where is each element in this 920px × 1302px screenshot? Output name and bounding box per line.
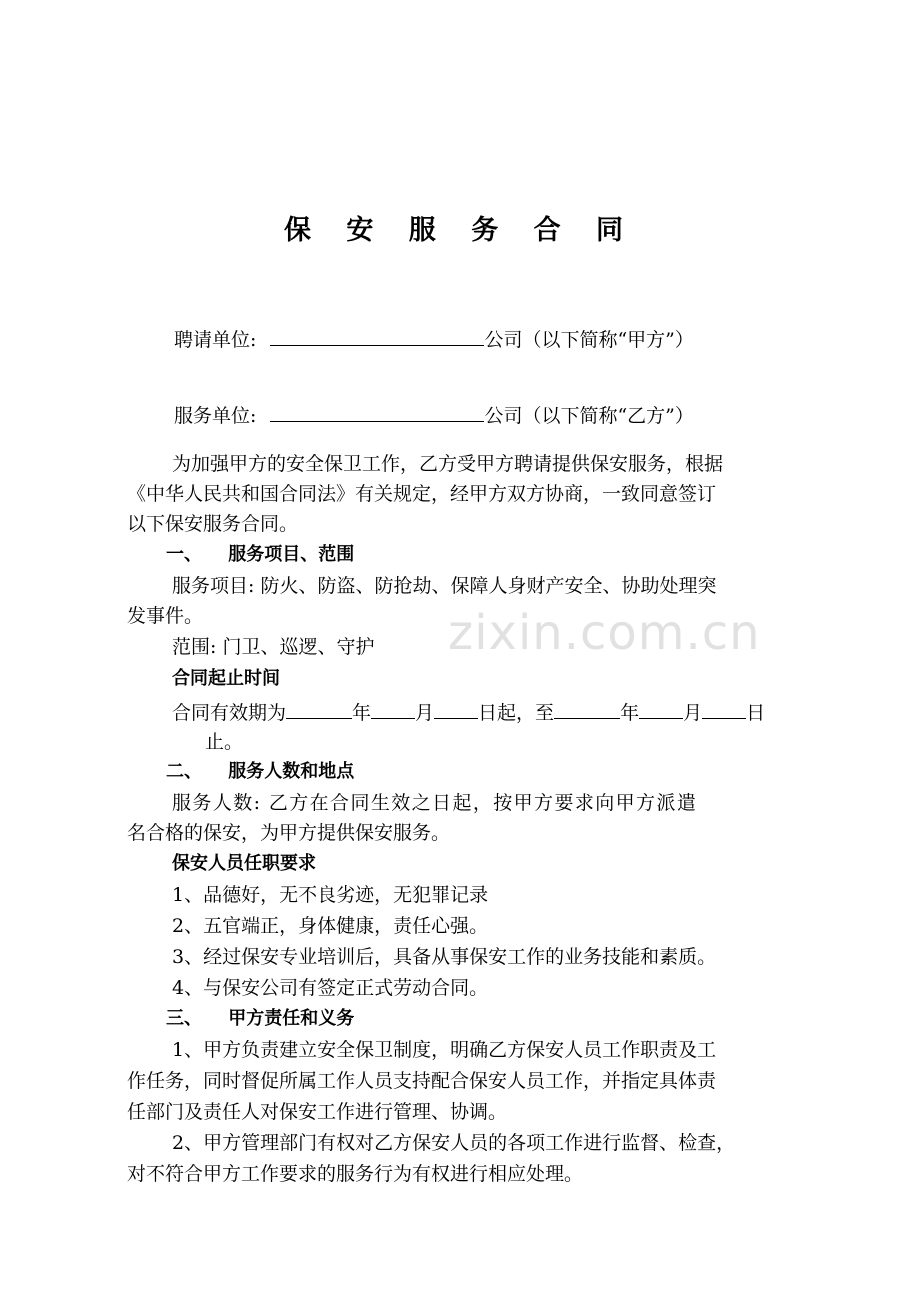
requirement-3: 3、经过保安专业培训后，具备从事保安工作的业务技能和素质。 [172,946,717,968]
service-scope: 范围: 门卫、巡逻、守护 [172,636,375,658]
section-1-number: 一、 [166,544,202,565]
term-month-label: 月 [415,702,435,724]
requirements-heading: 保安人员任职要求 [172,853,316,874]
term-day-from: 日起，至 [478,702,555,724]
party-b-suffix: 公司（以下简称“乙方”） [484,405,694,427]
section-1-heading [166,540,354,570]
section-3-number: 三、 [166,1008,202,1029]
term-month2-label: 月 [683,702,703,724]
duty-2-line-1: 2、甲方管理部门有权对乙方保安人员的各项工作进行监督、检查， [172,1132,736,1154]
term-end-year-blank [554,696,620,719]
party-b-line [174,399,694,431]
party-a-suffix: 公司（以下简称“甲方”） [484,329,694,351]
section-3-heading [166,1004,354,1034]
section-2-number: 二、 [166,761,202,782]
party-a-line [174,323,694,355]
section-3-title: 甲方责任和义务 [228,1008,355,1029]
watermark-text: zixin.com.cn [448,605,761,661]
party-b-label: 服务单位: [174,405,257,427]
requirement-4: 4、与保安公司有签定正式劳动合同。 [172,977,489,999]
term-prefix: 合同有效期为 [172,702,287,724]
section-2-title: 服务人数和地点 [228,761,355,782]
party-a-label: 聘请单位: [174,329,257,351]
term-end-day-blank [702,696,746,719]
staff-count-line-2: 名合格的保安，为甲方提供保安服务。 [127,822,451,844]
term-day-end: 日 [746,702,766,724]
term-end-month-blank [639,696,683,719]
term-heading: 合同起止时间 [172,668,280,689]
duty-2-line-2: 对不符合甲方工作要求的服务行为有权进行相应处理。 [127,1163,584,1185]
intro-line-1: 为加强甲方的安全保卫工作，乙方受甲方聘请提供保安服务，根据 [172,453,724,475]
duty-1-line-3: 任部门及责任人对保安工作进行管理、协调。 [127,1101,508,1123]
document-title: 保 安 服 务 合 同 [284,215,636,246]
term-year-label: 年 [352,702,372,724]
term-start-year-blank [286,696,352,719]
intro-line-3: 以下保安服务合同。 [127,513,299,535]
party-a-blank [270,323,484,346]
service-items-line-2: 发事件。 [127,605,204,627]
requirement-2: 2、五官端正，身体健康，责任心强。 [172,915,489,937]
staff-count-line-1: 服务人数: 乙方在合同生效之日起，按甲方要求向甲方派遣 [172,792,698,814]
intro-line-2: 《中华人民共和国合同法》有关规定，经甲方双方协商，一致同意签订 [127,483,717,505]
section-2-heading [166,757,354,787]
duty-1-line-1: 1、甲方负责建立安全保卫制度，明确乙方保安人员工作职责及工 [172,1039,717,1061]
term-start-month-blank [371,696,415,719]
duty-1-line-2: 作任务，同时督促所属工作人员支持配合保安人员工作，并指定具体责 [127,1070,717,1092]
section-1-title: 服务项目、范围 [228,544,355,565]
requirement-1: 1、品德好，无不良劣迹，无犯罪记录 [172,884,489,906]
term-line [172,696,765,728]
term-year2-label: 年 [620,702,640,724]
service-items-line-1: 服务项目: 防火、防盗、防抢劫、保障人身财产安全、协助处理突 [172,575,717,597]
term-start-day-blank [434,696,478,719]
party-b-blank [270,399,484,422]
term-end-text: 止。 [205,731,244,753]
